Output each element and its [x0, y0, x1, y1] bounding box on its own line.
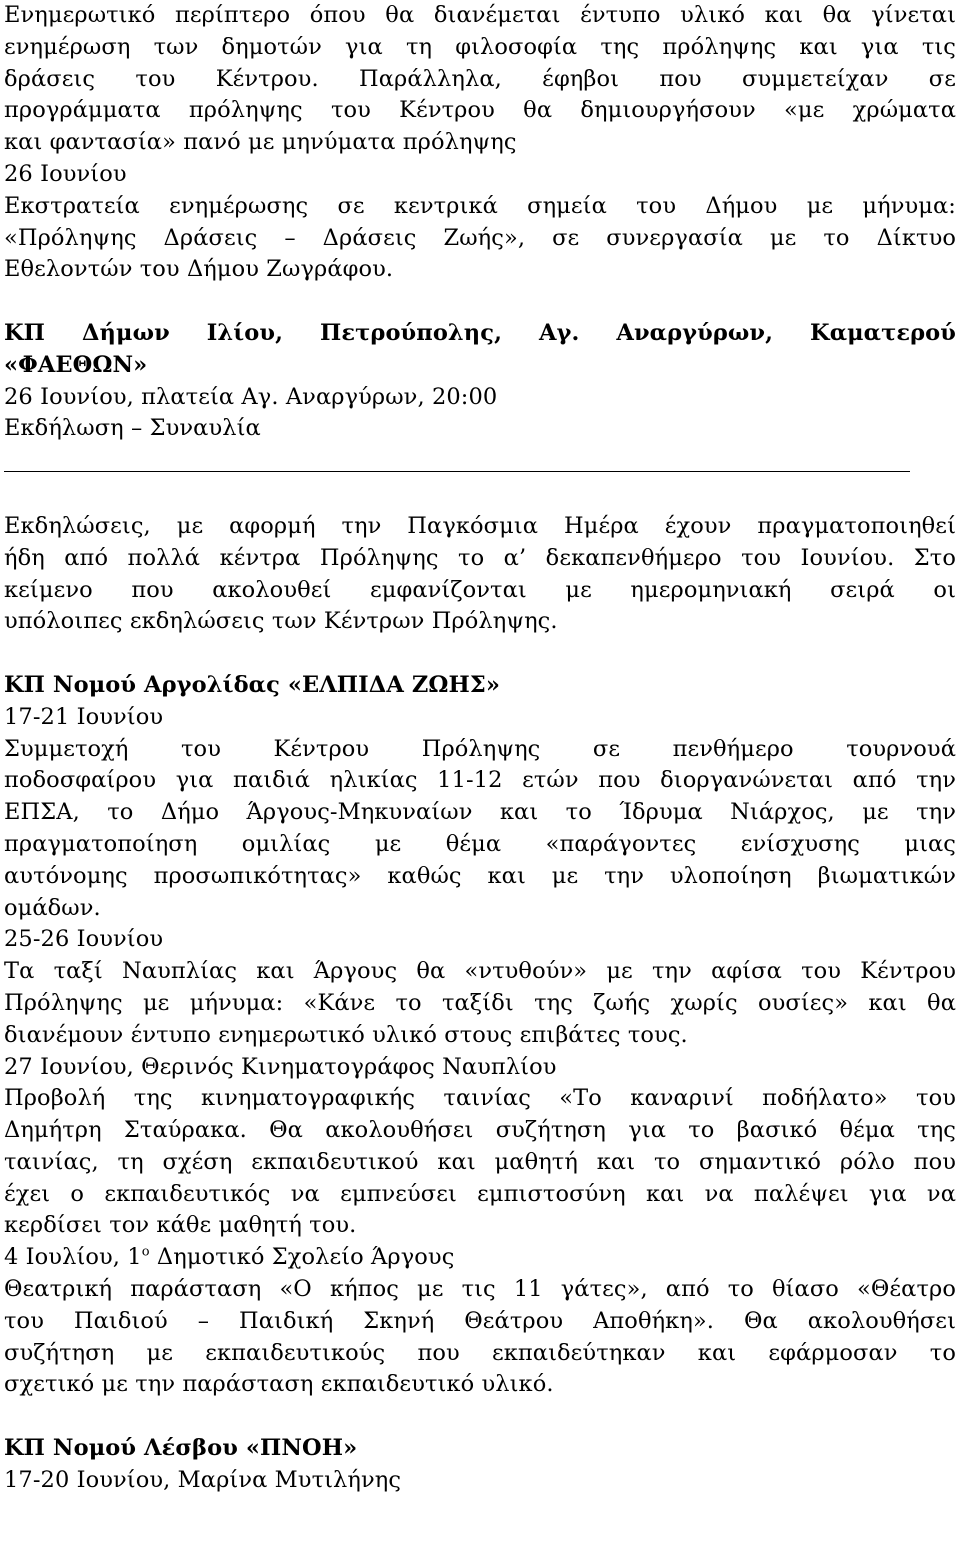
event-text-line: έχει ο εκπαιδευτικός να εμπνεύσει εμπιστοσύνη και να παλέψει για να — [4, 1180, 956, 1207]
event-text-line: αυτόνομης προσωπικότητας» καθώς και με την υλοποίηση βιωματικών — [4, 862, 956, 889]
event-text-line: σχετικό με την παράσταση εκπαιδευτικό υλικό. — [4, 1371, 554, 1398]
summary-line: ήδη από πολλά κέντρα Πρόληψης το α’ δεκαπενθήμερο του Ιουνίου. Στο — [4, 544, 956, 571]
intro-line: προγράμματα πρόληψης του Κέντρου θα δημιουργήσουν «με χρώματα — [4, 97, 956, 124]
event-date: 27 Ιουνίου, Θερινός Κινηματογράφος Ναυπλίου — [4, 1053, 557, 1080]
event-date: 25-26 Ιουνίου — [4, 926, 164, 953]
spacer — [4, 638, 956, 670]
summary-paragraph — [4, 511, 956, 638]
event-text-line: ποδοσφαίρου για παιδιά ηλικίας 11-12 ετών που διοργανώνεται από την — [4, 767, 956, 794]
event-text-line: του Παιδιού – Παιδική Σκηνή Θεάτρου Αποθήκη». Θα ακολουθήσει — [4, 1307, 956, 1334]
event-text-line: Προβολή της κινηματογραφικής ταινίας «Το καναρινί ποδήλατο» του — [4, 1085, 956, 1112]
summary-line: υπόλοιπες εκδηλώσεις των Κέντρων Πρόληψης. — [4, 608, 558, 635]
campaign-line: Εκστρατεία ενημέρωσης σε κεντρικά σημεία του Δήμου με μήνυμα: — [4, 192, 956, 219]
pnoi-section — [4, 1433, 956, 1497]
horizontal-divider — [4, 471, 910, 472]
ordinal-superscript: ο — [141, 1244, 150, 1260]
event-text-line: Θεατρική παράσταση «Ο κήπος με τις 11 γάτες», από το θίασο «Θέατρο — [4, 1276, 956, 1303]
event-text-line: κερδίσει τον κάθε μαθητή του. — [4, 1212, 357, 1239]
elpida-section — [4, 670, 956, 1401]
event-date-suffix: Δημοτικό Σχολείο Άργους — [149, 1244, 455, 1271]
intro-line: ενημέρωση των δημοτών για τη φιλοσοφία της πρόληψης και για τις — [4, 33, 956, 60]
section-heading: ΚΠ Νομού Λέσβου «ΠΝΟΗ» — [4, 1435, 358, 1462]
event-date: 26 Ιουνίου, πλατεία Αγ. Αναργύρων, 20:00 — [4, 383, 498, 410]
date-heading: 26 Ιουνίου — [4, 160, 127, 187]
campaign-paragraph — [4, 191, 956, 286]
event-date-prefix: 4 Ιουλίου, 1 — [4, 1244, 142, 1271]
faethon-section — [4, 318, 956, 445]
summary-line: κείμενο που ακολουθεί εμφανίζονται με ημερομηνιακή σειρά οι — [4, 576, 956, 603]
section-heading: «ΦΑΕΘΩΝ» — [4, 351, 148, 378]
event-date: 17-21 Ιουνίου — [4, 703, 164, 730]
section-heading: ΚΠ Νομού Αργολίδας «ΕΛΠΙΔΑ ΖΩΗΣ» — [4, 671, 501, 698]
event-description: Εκδήλωση – Συναυλία — [4, 415, 261, 442]
intro-line: και φαντασία» πανό με μηνύματα πρόληψης — [4, 129, 517, 156]
event-date — [4, 1242, 956, 1274]
section-heading: ΚΠ Δήμων Ιλίου, Πετρούπολης, Αγ. Αναργύρων, Καματερού — [4, 319, 956, 346]
event-text-line: Τα ταξί Ναυπλίας και Άργους θα «ντυθούν» με την αφίσα του Κέντρου — [4, 958, 956, 985]
event-text-line: συζήτηση με εκπαιδευτικούς που εκπαιδεύτηκαν και εφάρμοσαν το — [4, 1339, 956, 1366]
event-text-line: ομάδων. — [4, 894, 101, 921]
separator-rule — [4, 445, 956, 479]
summary-line: Εκδηλώσεις, με αφορμή την Παγκόσμια Ημέρα έχουν πραγματοποιηθεί — [4, 512, 956, 539]
intro-line: δράσεις του Κέντρου. Παράλληλα, έφηβοι που συμμετείχαν σε — [4, 65, 956, 92]
event-text-line: Συμμετοχή του Κέντρου Πρόληψης σε πενθήμερο τουρνουά — [4, 735, 956, 762]
event-text-line: πραγματοποίηση ομιλίας με θέμα «παράγοντες ενίσχυσης μιας — [4, 830, 956, 857]
event-date: 17-20 Ιουνίου, Μαρίνα Μυτιλήνης — [4, 1466, 402, 1493]
intro-paragraph — [4, 0, 956, 159]
event-text-line: ΕΠΣΑ, το Δήμο Άργους-Μηκυναίων και το Ίδρυμα Νιάρχος, με την — [4, 799, 956, 826]
campaign-line: Εθελοντών του Δήμου Ζωγράφου. — [4, 256, 394, 283]
intro-line: Ενημερωτικό περίπτερο όπου θα διανέμεται έντυπο υλικό και θα γίνεται — [4, 2, 956, 28]
event-text-line: Δημήτρη Σταύρακα. Θα ακολουθήσει συζήτηση για το βασικό θέμα της — [4, 1117, 956, 1144]
spacer — [4, 1401, 956, 1433]
event-text-line: ταινίας, τη σχέση εκπαιδευτικού και μαθητή και το σημαντικό ρόλο που — [4, 1148, 956, 1175]
campaign-line: «Πρόληψης Δράσεις – Δράσεις Ζωής», σε συνεργασία με το Δίκτυο — [4, 224, 956, 251]
spacer — [4, 479, 956, 511]
spacer — [4, 286, 956, 318]
event-text-line: Πρόληψης με μήνυμα: «Κάνε το ταξίδι της ζωής χωρίς ουσίες» και θα — [4, 989, 956, 1016]
event-text-line: διανέμουν έντυπο ενημερωτικό υλικό στους επιβάτες τους. — [4, 1021, 688, 1048]
